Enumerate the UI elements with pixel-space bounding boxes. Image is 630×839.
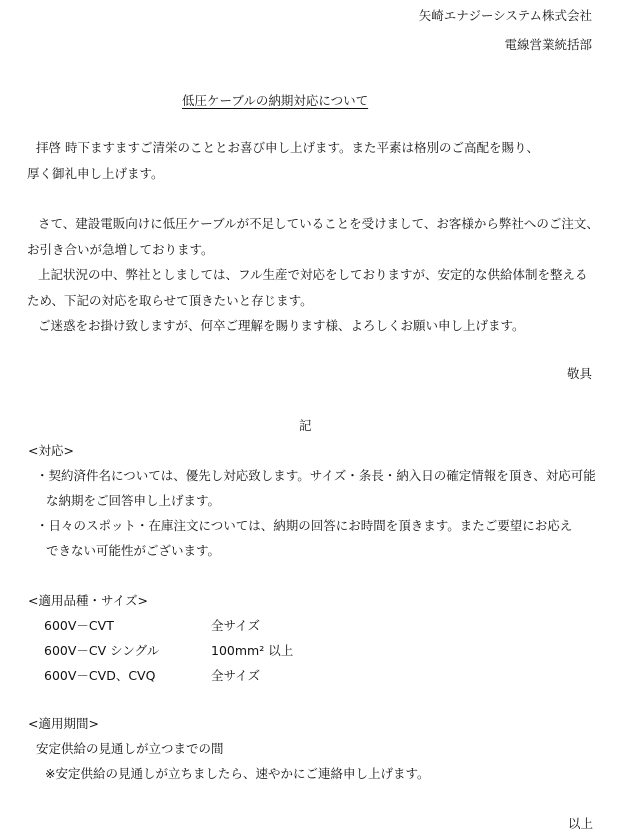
closing-keigu: 敬具: [566, 366, 592, 381]
product-row-3-size: 全サイズ: [211, 668, 261, 683]
document-title: 低圧ケーブルの納期対応について: [182, 93, 369, 108]
body-paragraph-2-line-1: 上記状況の中、弊社としましては、フル生産で対応をしておりますが、安定的な供給体制を整える: [38, 267, 588, 282]
response-item-1-line-2: な納期をご回答申し上げます。: [46, 493, 221, 508]
ki-marker: 記: [299, 418, 312, 433]
product-row-2-size: 100mm² 以上: [211, 643, 294, 658]
products-heading: <適用品種・サイズ>: [28, 593, 148, 608]
product-row-3-name: 600V－CVD、CVQ: [44, 668, 156, 683]
body-paragraph-2-line-2: ため、下記の対応を取らせて頂きたいと存じます。: [27, 293, 313, 308]
period-heading: <適用期間>: [28, 716, 99, 731]
product-row-1-size: 全サイズ: [211, 618, 261, 633]
period-note: ※安定供給の見通しが立ちましたら、速やかにご連絡申し上げます。: [45, 766, 430, 781]
product-row-1-name: 600V－CVT: [44, 618, 114, 633]
response-heading: <対応>: [28, 443, 74, 458]
response-item-2-line-1: ・日々のスポット・在庫注文については、納期の回答にお時間を頂きます。またご要望にお応え: [36, 518, 573, 533]
sender-company: 矢崎エナジーシステム株式会社: [418, 8, 592, 23]
body-paragraph-1-line-2: お引き合いが急増しております。: [27, 242, 214, 257]
product-row-2-name: 600V－CV シングル: [44, 643, 160, 658]
body-paragraph-3-line-1: ご迷惑をお掛け致しますが、何卒ご理解を賜ります様、よろしくお願い申し上げます。: [38, 318, 525, 333]
response-item-2-line-2: できない可能性がございます。: [46, 543, 221, 558]
end-marker: 以上: [567, 816, 593, 831]
greeting-line-1: 拝啓 時下ますますご清栄のこととお喜び申し上げます。また平素は格別のご高配を賜り、: [36, 140, 539, 155]
response-item-1-line-1: ・契約済件名については、優先し対応致します。サイズ・条長・納入日の確定情報を頂き、対応可能: [36, 468, 596, 483]
body-paragraph-1-line-1: さて、建設電販向けに低圧ケーブルが不足していることを受けまして、お客様から弊社へのご注文、: [38, 216, 599, 231]
greeting-line-2: 厚く御礼申し上げます。: [27, 166, 164, 181]
period-line-1: 安定供給の見通しが立つまでの間: [36, 741, 224, 756]
sender-department: 電線営業統括部: [504, 37, 592, 52]
